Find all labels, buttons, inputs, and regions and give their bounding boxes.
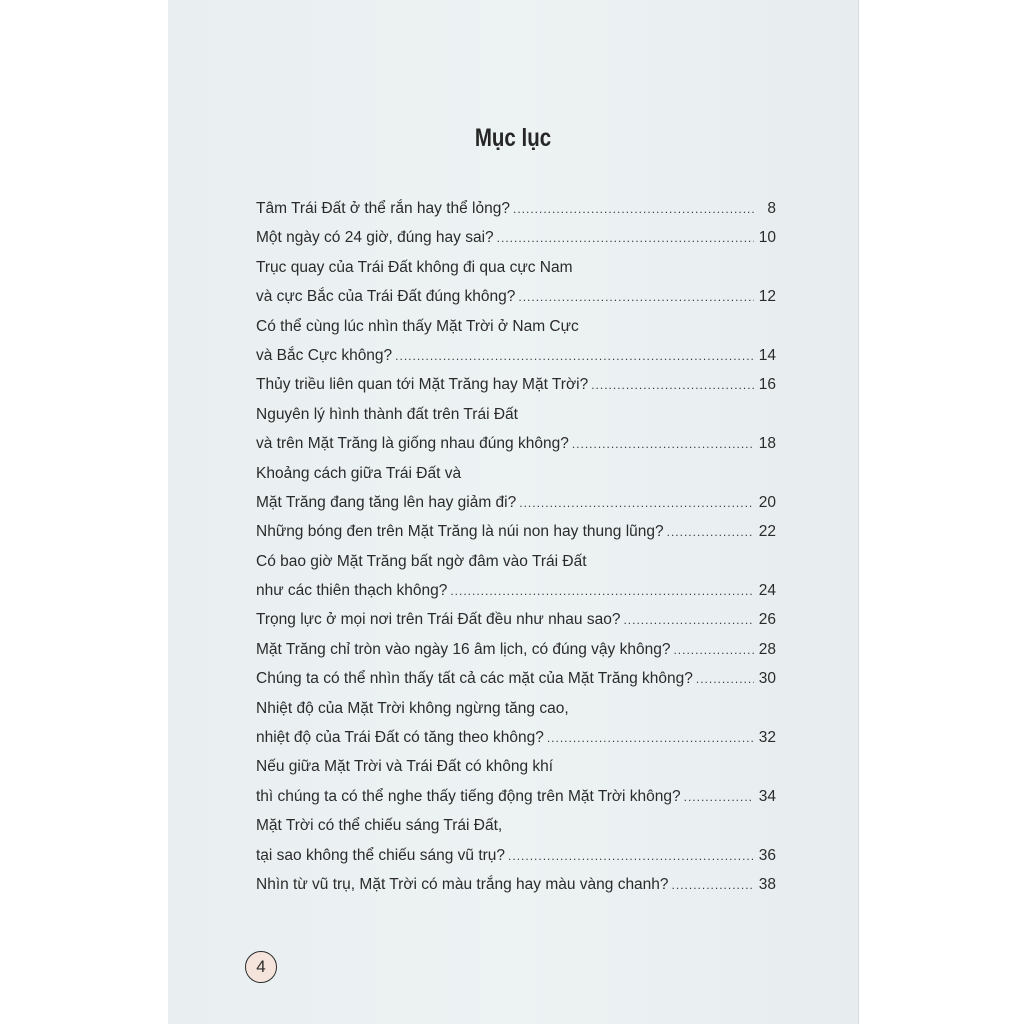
dot-leader bbox=[395, 342, 754, 371]
dot-leader bbox=[513, 195, 754, 224]
toc-entry-text: Một ngày có 24 giờ, đúng hay sai? bbox=[256, 229, 494, 247]
toc-entry bbox=[256, 341, 776, 370]
toc-entry-first-line bbox=[256, 811, 776, 840]
dot-leader bbox=[591, 371, 754, 400]
dot-leader bbox=[572, 430, 754, 459]
toc-entry-text: Nhiệt độ của Mặt Trời không ngừng tăng cao, bbox=[256, 699, 569, 717]
toc-entry-text: Mặt Trời có thể chiếu sáng Trái Đất, bbox=[256, 817, 503, 835]
toc-entry-text: Khoảng cách giữa Trái Đất và bbox=[256, 464, 462, 482]
toc-entry-text: Nguyên lý hình thành đất trên Trái Đất bbox=[256, 405, 518, 423]
toc-entry-text: và cực Bắc của Trái Đất đúng không? bbox=[256, 288, 516, 306]
toc-entry-text: Nhìn từ vũ trụ, Mặt Trời có màu trắng hay màu vàng chanh? bbox=[256, 875, 669, 893]
toc-entry-text: Trục quay của Trái Đất không đi qua cực Nam bbox=[256, 258, 573, 276]
toc-entry-text: thì chúng ta có thể nghe thấy tiếng động trên Mặt Trời không? bbox=[256, 787, 681, 805]
toc-entry bbox=[256, 723, 776, 752]
toc-page-number: 38 bbox=[758, 875, 776, 893]
toc-entry-first-line bbox=[256, 400, 776, 429]
toc-page-number: 8 bbox=[767, 200, 776, 217]
toc-page-number: 24 bbox=[758, 582, 776, 600]
toc-entry bbox=[256, 429, 776, 458]
toc-entry bbox=[256, 194, 776, 223]
toc-page-number: 10 bbox=[758, 229, 776, 247]
dot-leader bbox=[696, 665, 754, 694]
toc-entry-first-line bbox=[256, 253, 776, 282]
toc-entry-text: Có bao giờ Mặt Trăng bất ngờ đâm vào Trái Đất bbox=[256, 552, 587, 570]
toc-page-number: 32 bbox=[758, 729, 776, 747]
toc-page-number: 12 bbox=[758, 288, 776, 306]
toc-entry bbox=[256, 664, 776, 693]
toc-entry-text: Mặt Trăng chỉ tròn vào ngày 16 âm lịch, có đúng vậy không? bbox=[256, 640, 671, 658]
dot-leader bbox=[672, 871, 754, 900]
toc-page-number: 16 bbox=[758, 376, 776, 394]
dot-leader bbox=[497, 224, 754, 253]
toc-page-number: 28 bbox=[758, 640, 776, 658]
toc-entry-text: như các thiên thạch không? bbox=[256, 582, 448, 600]
toc-page-number: 18 bbox=[758, 435, 776, 453]
page-title: Mục lục bbox=[474, 124, 552, 152]
dot-leader bbox=[450, 577, 754, 606]
dot-leader bbox=[667, 518, 754, 547]
toc-entry-first-line bbox=[256, 694, 776, 723]
toc-page-number: 14 bbox=[758, 346, 776, 364]
toc-entry-text: Nếu giữa Mặt Trời và Trái Đất có không khí bbox=[256, 758, 554, 776]
toc-entry bbox=[256, 635, 776, 664]
book-page bbox=[168, 0, 859, 1024]
page-number-badge: 4 bbox=[245, 951, 277, 983]
toc-entry-text: Trọng lực ở mọi nơi trên Trái Đất đều như nhau sao? bbox=[256, 611, 621, 629]
toc-entry-text: và trên Mặt Trăng là giống nhau đúng không? bbox=[256, 435, 569, 453]
dot-leader bbox=[519, 489, 754, 518]
toc-entry bbox=[256, 223, 776, 252]
dot-leader bbox=[684, 783, 754, 812]
toc-entry-text: Những bóng đen trên Mặt Trăng là núi non hay thung lũng? bbox=[256, 523, 664, 541]
toc-page-number: 20 bbox=[758, 493, 776, 511]
toc-entry bbox=[256, 782, 776, 811]
toc-entry bbox=[256, 517, 776, 546]
toc-page-number: 34 bbox=[758, 787, 776, 805]
dot-leader bbox=[673, 636, 754, 665]
toc-entry-text: và Bắc Cực không? bbox=[256, 346, 393, 364]
toc-entry bbox=[256, 576, 776, 605]
toc-page-number: 36 bbox=[758, 846, 776, 864]
toc-entry-text: Mặt Trăng đang tăng lên hay giảm đi? bbox=[256, 493, 517, 511]
dot-leader bbox=[623, 606, 754, 635]
toc-entry-text: Có thể cùng lúc nhìn thấy Mặt Trời ở Nam Cực bbox=[256, 317, 579, 335]
toc-entry-first-line bbox=[256, 312, 776, 341]
toc-entry-text: Thủy triều liên quan tới Mặt Trăng hay Mặt Trời? bbox=[256, 376, 589, 394]
toc-entry-text: Chúng ta có thể nhìn thấy tất cả các mặt của Mặt Trăng không? bbox=[256, 670, 693, 688]
toc-entry bbox=[256, 841, 776, 870]
dot-leader bbox=[518, 283, 754, 312]
toc-entry bbox=[256, 370, 776, 399]
table-of-contents bbox=[256, 194, 776, 899]
toc-page-number: 30 bbox=[758, 670, 776, 688]
toc-entry-text: Tâm Trái Đất ở thể rắn hay thể lỏng? bbox=[256, 200, 510, 217]
toc-entry-text: nhiệt độ của Trái Đất có tăng theo không? bbox=[256, 729, 544, 747]
dot-leader bbox=[508, 842, 754, 871]
toc-entry bbox=[256, 488, 776, 517]
toc-page-number: 22 bbox=[758, 523, 776, 541]
toc-page-number: 26 bbox=[758, 611, 776, 629]
toc-entry-first-line bbox=[256, 547, 776, 576]
toc-entry bbox=[256, 605, 776, 634]
toc-entry-first-line bbox=[256, 459, 776, 488]
toc-entry-first-line bbox=[256, 752, 776, 781]
toc-entry bbox=[256, 282, 776, 311]
toc-entry bbox=[256, 870, 776, 899]
toc-entry-text: tại sao không thể chiếu sáng vũ trụ? bbox=[256, 846, 506, 864]
dot-leader bbox=[547, 724, 754, 753]
